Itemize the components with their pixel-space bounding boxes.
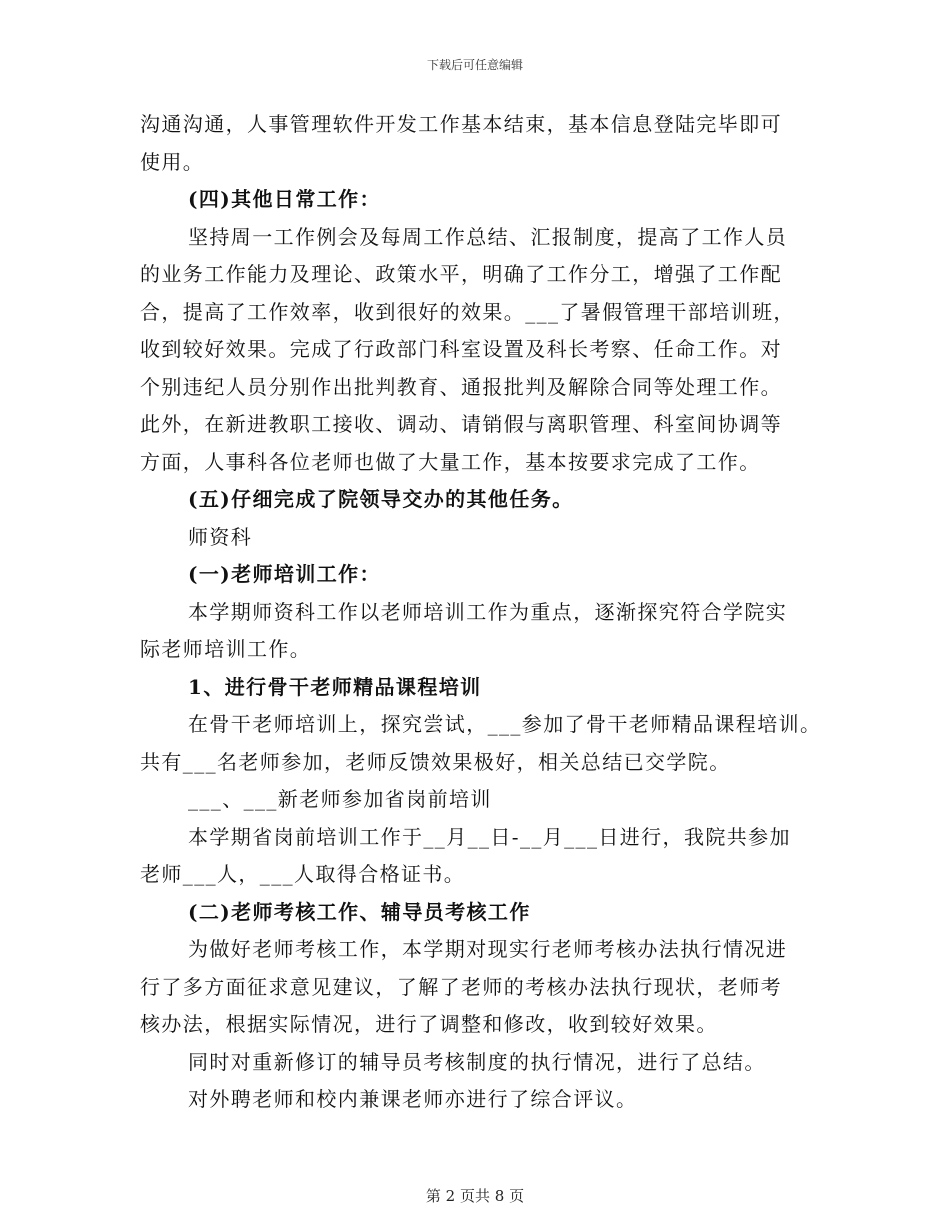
body-line: 核办法，根据实际情况，进行了调整和修改，收到较好效果。 xyxy=(140,1012,718,1036)
section-heading: (四)其他日常工作： xyxy=(188,187,381,211)
body-line: 收到较好效果。完成了行政部门科室设置及科长考察、任命工作。对 xyxy=(140,337,782,361)
body-line: 在骨干老师培训上，探究尝试，___参加了骨干老师精品课程培训。 xyxy=(188,712,822,736)
body-line: 此外，在新进教职工接收、调动、请销假与离职管理、科室间协调等 xyxy=(140,412,782,436)
department-title: 师资科 xyxy=(188,524,253,549)
subsection-heading: ___、___新老师参加省岗前培训 xyxy=(188,787,492,811)
page-header: 下载后可任意编辑 xyxy=(426,58,523,72)
body-line: 本学期省岗前培训工作于__月__日-__月___日进行，我院共参加 xyxy=(188,824,791,849)
body-line: 行了多方面征求意见建议，了解了老师的考核办法执行现状，老师考 xyxy=(140,974,782,999)
body-line: 老师___人，___人取得合格证书。 xyxy=(140,862,466,886)
body-line: 坚持周一工作例会及每周工作总结、汇报制度，提高了工作人员 xyxy=(188,224,788,249)
body-line: 同时对重新修订的辅导员考核制度的执行情况，进行了总结。 xyxy=(188,1049,766,1074)
body-line: 际老师培训工作。 xyxy=(140,637,312,661)
section-heading: (一)老师培训工作： xyxy=(188,562,381,586)
section-heading: (五)仔细完成了院领导交办的其他任务。 xyxy=(188,487,574,511)
subsection-heading: 1、进行骨干老师精品课程培训 xyxy=(188,674,482,699)
body-line: 方面，人事科各位老师也做了大量工作，基本按要求完成了工作。 xyxy=(140,449,761,474)
body-line: 使用。 xyxy=(140,149,205,174)
document-body xyxy=(140,106,820,1119)
body-line: 共有___名老师参加，老师反馈效果极好，相关总结已交学院。 xyxy=(140,749,731,774)
body-line: 个别违纪人员分别作出批判教育、通报批判及解除合同等处理工作。 xyxy=(140,374,782,399)
body-line: 对外聘老师和校内兼课老师亦进行了综合评议。 xyxy=(188,1087,638,1111)
page-footer: 第 2 页共 8 页 xyxy=(425,1187,525,1205)
body-line: 本学期师资科工作以老师培训工作为重点，逐渐探究符合学院实 xyxy=(188,599,788,624)
body-line: 为做好老师考核工作，本学期对现实行老师考核办法执行情况进 xyxy=(188,937,788,961)
body-line: 的业务工作能力及理论、政策水平，明确了工作分工，增强了工作配 xyxy=(140,262,782,286)
body-line: 合，提高了工作效率，收到很好的效果。___了暑假管理干部培训班， xyxy=(140,299,795,324)
section-heading: (二)老师考核工作、辅导员考核工作 xyxy=(188,899,531,924)
body-line: 沟通沟通，人事管理软件开发工作基本结束，基本信息登陆完毕即可 xyxy=(140,112,782,136)
